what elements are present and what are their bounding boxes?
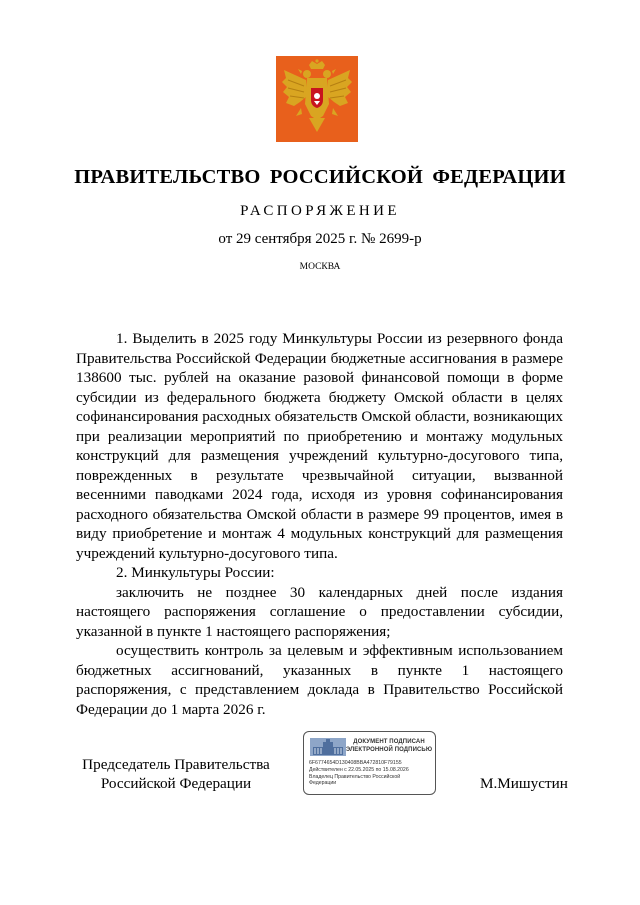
stamp-certificate: 6F6774654D130408BBA472810F79155	[309, 760, 402, 766]
document-date-number: от 29 сентября 2025 г. № 2699-р	[218, 231, 422, 247]
city: МОСКВА	[299, 262, 341, 272]
coat-of-arms-icon	[276, 56, 358, 142]
stamp-heading	[344, 739, 434, 754]
government-title: ПРАВИТЕЛЬСТВО РОССИЙСКОЙ ФЕДЕРАЦИИ	[74, 166, 566, 188]
document-type: РАСПОРЯЖЕНИЕ	[240, 203, 400, 219]
stamp-owner-line-2: Федерации	[309, 780, 337, 786]
document-body	[76, 329, 563, 719]
paragraph-2: 2. Минкультуры России:	[116, 564, 275, 581]
signatory-name: М.Мишустин	[480, 775, 568, 792]
paragraph-4: осуществить контроль за целевым и эффективным использованием бюджетных ассигнований, указанных в пункте 1 настоящего распоряжения, с представлением доклада в Правительство Российской Федерации до 1 марта 2026 г.	[76, 642, 563, 718]
signatory-position	[76, 755, 276, 793]
government-building-icon	[310, 738, 346, 756]
stamp-heading-line-1: ДОКУМЕНТ ПОДПИСАН	[353, 739, 425, 745]
paragraph-1: 1. Выделить в 2025 году Минкультуры России из резервного фонда Правительства Российской Федерации бюджетные ассигнования в размере 138600 тыс. рублей на оказание разовой финансовой помощи в форме субсидии из федерального бюджета бюджету Омской области в целях софинансирования расходных обязательств Омской области, возникающих при реализации мероприятий по приобретению и монтажу модульных конструкций для размещения учреждений культурно-досугового типа, поврежденных в результате чрезвычайной ситуации, вызванной весенними паводками 2024 года, исходя из уровня софинансирования расходного обязательства Омской области в размере 99 процентов, имея в виду приобретение и монтаж 4 модульных конструкций для размещения учреждений культурно-досугового типа.	[76, 330, 563, 562]
signatory-position-line-1: Председатель Правительства	[82, 756, 270, 773]
signatory-position-line-2: Российской Федерации	[100, 775, 252, 792]
paragraph-3: заключить не позднее 30 календарных дней после издания настоящего распоряжения соглашение о предоставлении субсидии, указанной в пункте 1 настоящего распоряжения;	[76, 583, 563, 640]
stamp-owner-line-1: Владелец Правительство Российской	[309, 774, 401, 780]
electronic-signature-stamp	[303, 731, 436, 795]
stamp-validity: Действителен с 22.05.2025 по 15.08.2026	[309, 767, 409, 773]
stamp-heading-line-2: ЭЛЕКТРОННОЙ ПОДПИСЬЮ	[345, 746, 433, 753]
